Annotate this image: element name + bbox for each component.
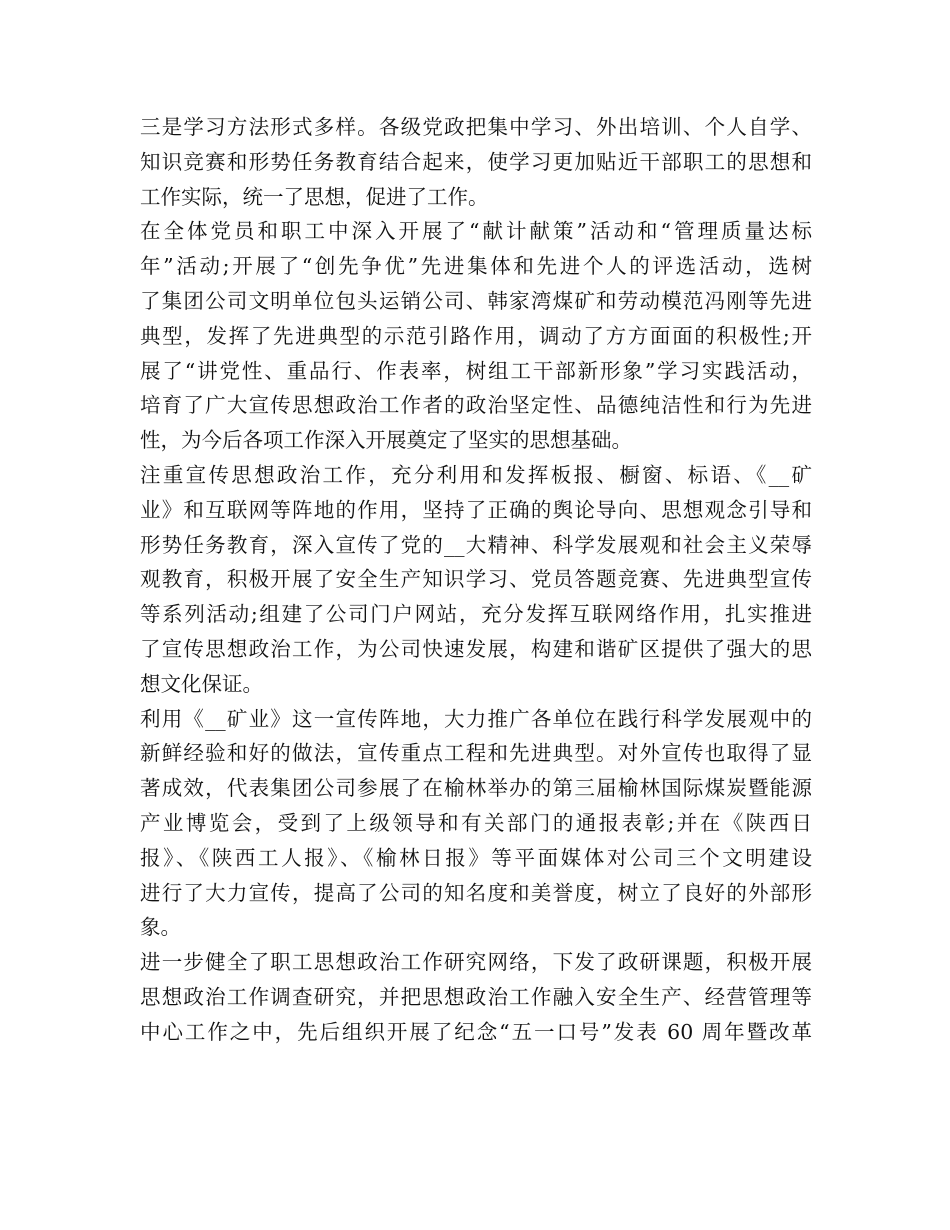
text-line: 进一步健全了职工思想政治工作研究网络，下发了政研课题，积极开展 xyxy=(140,950,812,975)
text-line: 业》和互联网等阵地的作用，坚持了正确的舆论导向、思想观念引导和 xyxy=(140,497,812,522)
text-line: 了宣传思想政治工作，为公司快速发展，构建和谐矿区提供了强大的思 xyxy=(140,636,812,661)
text-line: 培育了广大宣传思想政治工作者的政治坚定性、品德纯洁性和行为先进 xyxy=(140,393,812,418)
text-line: 进行了大力宣传，提高了公司的知名度和美誉度，树立了良好的外部形 xyxy=(140,880,812,905)
text-line: 形势任务教育，深入宣传了党的__大精神、科学发展观和社会主义荣辱 xyxy=(140,532,812,557)
text-line: 在全体党员和职工中深入开展了“献计献策”活动和“管理质量达标 xyxy=(140,219,812,244)
text-line: 等系列活动;组建了公司门户网站，充分发挥互联网络作用，扎实推进 xyxy=(140,602,812,627)
paragraph-external-publicity xyxy=(140,702,812,946)
text-line: 思想政治工作调查研究，并把思想政治工作融入安全生产、经营管理等 xyxy=(140,984,812,1009)
paragraph-propaganda xyxy=(140,458,812,702)
text-line: 性，为今后各项工作深入开展奠定了坚实的思想基础。 xyxy=(140,428,632,453)
text-line: 注重宣传思想政治工作，充分利用和发挥板报、橱窗、标语、《__矿 xyxy=(140,462,812,487)
text-line: 报》、《陕西工人报》、《榆林日报》等平面媒体对公司三个文明建设 xyxy=(140,845,812,870)
text-line: 象。 xyxy=(140,915,181,940)
text-line: 典型，发挥了先进典型的示范引路作用，调动了方方面面的积极性;开 xyxy=(140,323,812,348)
text-line: 新鲜经验和好的做法，宣传重点工程和先进典型。对外宣传也取得了显 xyxy=(140,741,812,766)
text-line: 中心工作之中，先后组织开展了纪念“五一口号”发表 60 周年暨改革 xyxy=(140,1019,812,1044)
text-line: 利用《__矿业》这一宣传阵地，大力推广各单位在践行科学发展观中的 xyxy=(140,706,812,731)
text-line: 想文化保证。 xyxy=(140,671,263,696)
text-line: 知识竞赛和形势任务教育结合起来，使学习更加贴近干部职工的思想和 xyxy=(140,149,812,174)
text-line: 产业博览会，受到了上级领导和有关部门的通报表彰;并在《陕西日 xyxy=(140,810,812,835)
text-line: 工作实际，统一了思想，促进了工作。 xyxy=(140,184,489,209)
document-body xyxy=(140,110,812,1050)
text-line: 了集团公司文明单位包头运销公司、韩家湾煤矿和劳动模范冯刚等先进 xyxy=(140,288,812,313)
text-line: 著成效，代表集团公司参展了在榆林举办的第三届榆林国际煤炭暨能源 xyxy=(140,776,812,801)
paragraph-research-network xyxy=(140,945,812,1049)
text-line: 年”活动;开展了“创先争优”先进集体和先进个人的评选活动，选树 xyxy=(140,254,812,279)
text-line: 观教育，积极开展了安全生产知识学习、党员答题竞赛、先进典型宣传 xyxy=(140,567,812,592)
text-line: 展了“讲党性、重品行、作表率，树组工干部新形象”学习实践活动， xyxy=(140,358,812,383)
text-line: 三是学习方法形式多样。各级党政把集中学习、外出培训、个人自学、 xyxy=(140,115,812,139)
paragraph-study-methods xyxy=(140,110,812,214)
paragraph-activities xyxy=(140,214,812,458)
